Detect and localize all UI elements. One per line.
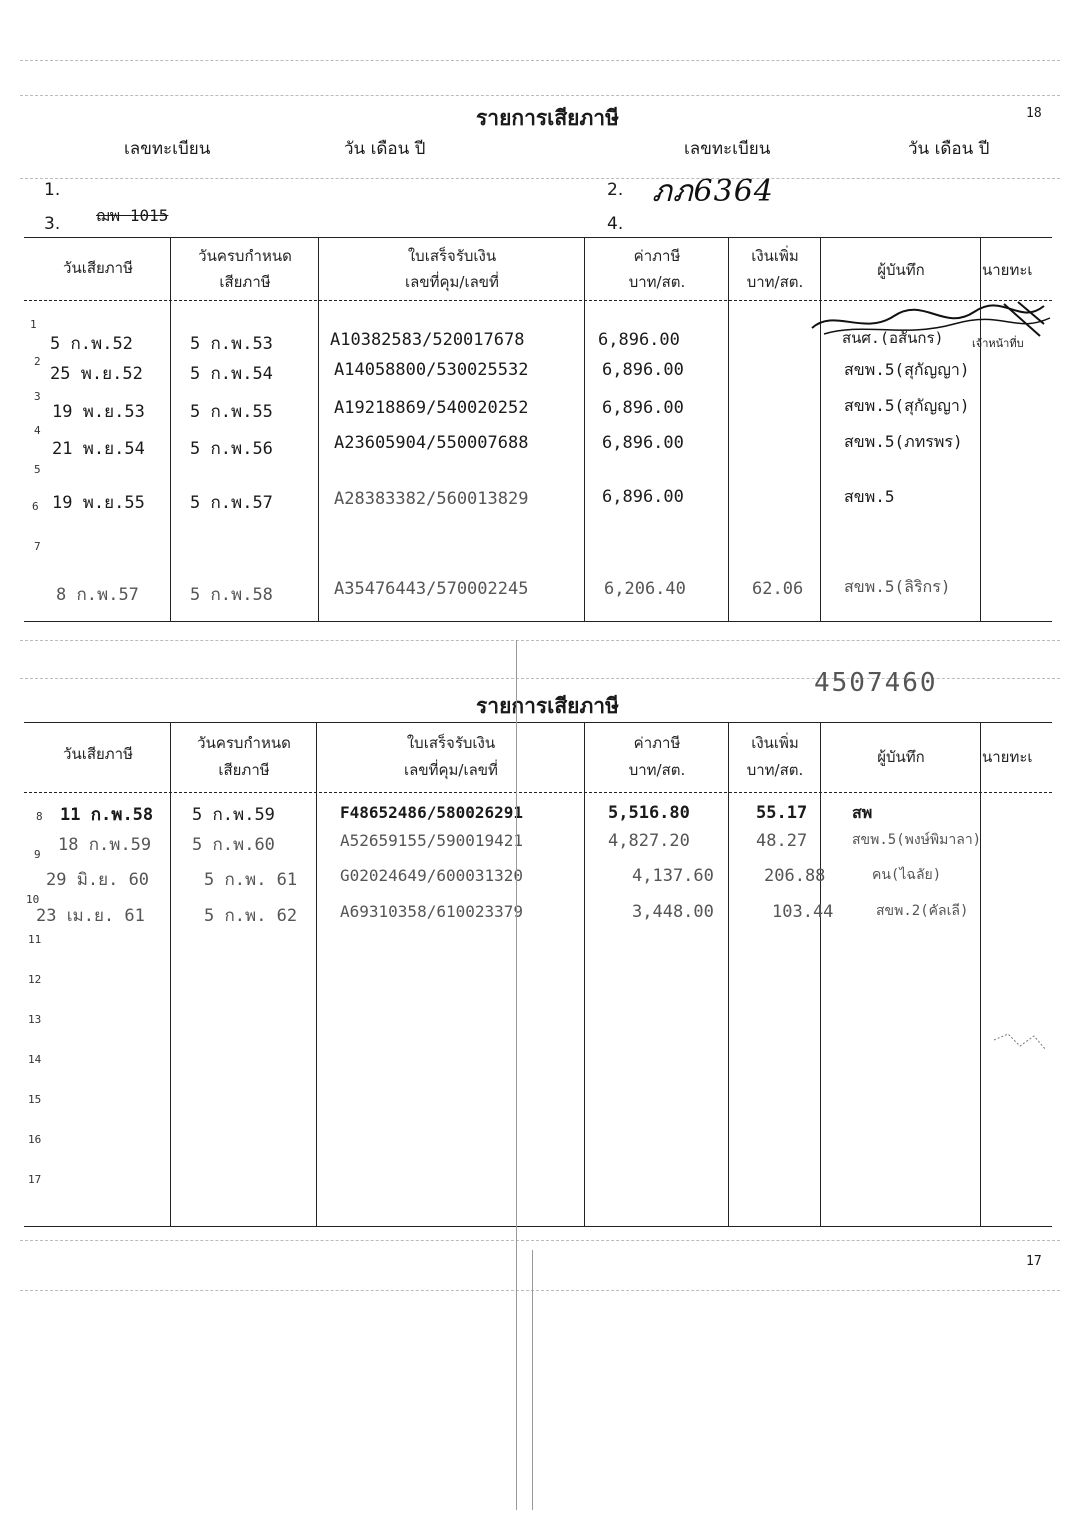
cell-pay-date: 19 พ.ย.53 [52,402,145,422]
col-header-receipt-line2: เลขที่คุม/เลขที่ [404,761,498,779]
column-divider [728,237,729,621]
column-divider [316,722,317,1226]
scan-smudge [990,1020,1050,1060]
cell-due-date: 5 ก.พ.59 [192,805,275,825]
row-number: 2 [34,355,41,368]
cell-recorder: สขพ.5(พงษ์พิมาลา) [852,832,982,848]
cell-recorder: สขพ.5(สุกัญญา) [844,396,970,415]
table-bottom-border [24,1226,1052,1227]
cell-due-date: 5 ก.พ.57 [190,493,273,513]
officer-note: เจ้าหน้าที่บ [972,337,1024,350]
reg-3-struck-value: ฌพ 1015 [96,206,169,225]
cell-receipt: A28383382/560013829 [334,489,529,509]
reg-2-handwritten-value: ภภ6364 [652,174,774,209]
row-number: 13 [28,1013,42,1026]
cell-tax: 3,448.00 [632,902,714,922]
cell-due-date: 5 ก.พ.55 [190,402,273,422]
cell-tax: 6,896.00 [602,433,684,453]
col-header-surcharge-line1: เงินเพิ่ม [751,247,799,265]
section-title-bottom: รายการเสียภาษี [476,693,619,718]
cell-recorder: สขพ.5(สุกัญญา) [844,360,970,379]
table-top-border [24,722,1052,723]
scan-artifact-line [20,60,1060,61]
cell-due-date: 5 ก.พ.54 [190,364,273,384]
col-header-recorder: ผู้บันทึก [877,261,925,279]
section-title-top: รายการเสียภาษี [476,105,619,130]
cell-pay-date: 19 พ.ย.55 [52,493,145,513]
col-header-receipt-line1: ใบเสร็จรับเงิน [407,247,497,265]
date-label-right: วัน เดือน ปี [908,139,990,159]
cell-pay-date: 5 ก.พ.52 [50,334,133,354]
col-header-receipt-line2: เลขที่คุม/เลขที่ [405,273,499,291]
col-header-registrar: นายทะเ [982,748,1033,766]
col-header-surcharge-line2: บาท/สต. [746,761,804,779]
cell-due-date: 5 ก.พ.60 [192,835,275,855]
cell-tax: 4,827.20 [608,831,690,851]
cell-due-date: 5 ก.พ. 62 [204,906,298,926]
cell-tax: 5,516.80 [608,803,690,823]
cell-due-date: 5 ก.พ.58 [190,585,273,605]
cell-recorder: สขพ.5 [844,487,895,506]
col-header-tax-line2: บาท/สต. [628,761,686,779]
col-header-pay-date: วันเสียภาษี [63,745,133,763]
column-divider [318,237,319,621]
cell-receipt: A23605904/550007688 [334,433,529,453]
fold-line [532,1250,533,1510]
cell-recorder: สขพ.5(ลิริกร) [844,577,951,596]
page-number-top: 18 [1026,106,1042,121]
cell-receipt: A35476443/570002245 [334,579,529,599]
cell-pay-date: 29 มิ.ย. 60 [46,870,150,890]
col-header-tax-line2: บาท/สต. [628,273,686,291]
col-header-due-line1: วันครบกำหนด [198,247,292,265]
col-header-due-line2: เสียภาษี [218,761,270,779]
scan-artifact-line [20,640,1060,641]
cell-tax: 6,896.00 [602,360,684,380]
cell-pay-date: 23 เม.ย. 61 [36,906,145,926]
signature-image [804,298,1054,344]
row-number: 4 [34,424,41,437]
column-divider [820,237,821,621]
reg-label-left: เลขทะเบียน [124,139,211,159]
row-number: 16 [28,1133,42,1146]
page-number-bottom: 17 [1026,1254,1042,1269]
col-header-due-line2: เสียภาษี [219,273,271,291]
scan-artifact-line [20,1290,1060,1291]
cell-recorder: คน(ไฉลัย) [872,867,942,883]
column-divider [170,237,171,621]
cell-receipt: F48652486/580026291 [340,803,524,822]
table-bottom-border [24,621,1052,622]
row-number: 3 [34,390,41,403]
cell-tax: 6,206.40 [604,579,686,599]
cell-recorder: สนศ.(อสันกร) [842,329,944,347]
cell-due-date: 5 ก.พ. 61 [204,870,298,890]
row-number: 15 [28,1093,42,1106]
row-number: 10 [26,893,40,906]
row-number: 6 [32,500,39,513]
cell-receipt: A69310358/610023379 [340,902,524,921]
column-divider [728,722,729,1226]
row-number: 17 [28,1173,42,1186]
row-number: 11 [28,933,42,946]
cell-receipt: A10382583/520017678 [330,330,525,350]
cell-tax: 6,896.00 [602,487,684,507]
cell-recorder: สขพ.5(ภทรพร) [844,432,963,451]
row-number: 7 [34,540,41,553]
middle-stamp-number: 4507460 [814,668,938,698]
col-header-tax-line1: ค่าภาษี [633,734,681,752]
cell-surcharge: 206.88 [764,866,826,886]
cell-pay-date: 11 ก.พ.58 [60,805,154,825]
fold-line [516,640,517,1510]
cell-receipt: A52659155/590019421 [340,831,524,850]
row-number: 12 [28,973,42,986]
column-divider [980,237,981,621]
col-header-surcharge-line1: เงินเพิ่ม [751,734,799,752]
table-top-border [24,237,1052,238]
cell-surcharge: 55.17 [756,803,808,823]
cell-pay-date: 8 ก.พ.57 [56,585,139,605]
reg-3-num: 3. [44,214,61,234]
reg-1-num: 1. [44,180,61,200]
scan-artifact-line [20,1240,1060,1241]
scan-artifact-line [20,178,1060,179]
cell-receipt: A14058800/530025532 [334,360,529,380]
cell-surcharge: 62.06 [752,579,804,599]
row-number: 8 [36,810,43,823]
row-number: 9 [34,848,41,861]
column-divider [584,722,585,1226]
col-header-tax-line1: ค่าภาษี [633,247,681,265]
row-number: 5 [34,463,41,476]
cell-tax: 4,137.60 [632,866,714,886]
row-number: 1 [30,318,37,331]
scan-artifact-line [20,95,1060,96]
cell-recorder: สพ [852,803,873,822]
cell-due-date: 5 ก.พ.53 [190,334,273,354]
cell-pay-date: 18 ก.พ.59 [58,835,152,855]
cell-recorder: สขพ.2(คัลเลี) [876,903,969,919]
cell-pay-date: 25 พ.ย.52 [50,364,143,384]
column-divider [980,722,981,1226]
col-header-pay-date: วันเสียภาษี [63,259,133,277]
cell-tax: 6,896.00 [602,398,684,418]
column-divider [820,722,821,1226]
cell-surcharge: 103.44 [772,902,834,922]
col-header-receipt-line1: ใบเสร็จรับเงิน [406,734,496,752]
cell-surcharge: 48.27 [756,831,808,851]
cell-receipt: G02024649/600031320 [340,866,524,885]
table-header-separator [24,792,1052,793]
col-header-surcharge-line2: บาท/สต. [746,273,804,291]
date-label-left: วัน เดือน ปี [344,139,426,159]
cell-due-date: 5 ก.พ.56 [190,439,273,459]
col-header-due-line1: วันครบกำหนด [197,734,291,752]
col-header-registrar: นายทะเ [982,261,1033,279]
reg-label-right: เลขทะเบียน [684,139,771,159]
cell-pay-date: 21 พ.ย.54 [52,439,145,459]
cell-tax: 6,896.00 [598,330,680,350]
row-number: 14 [28,1053,42,1066]
cell-receipt: A19218869/540020252 [334,398,529,418]
reg-4-num: 4. [607,214,624,234]
column-divider [170,722,171,1226]
reg-2-num: 2. [607,180,624,200]
column-divider [584,237,585,621]
col-header-recorder: ผู้บันทึก [877,748,925,766]
